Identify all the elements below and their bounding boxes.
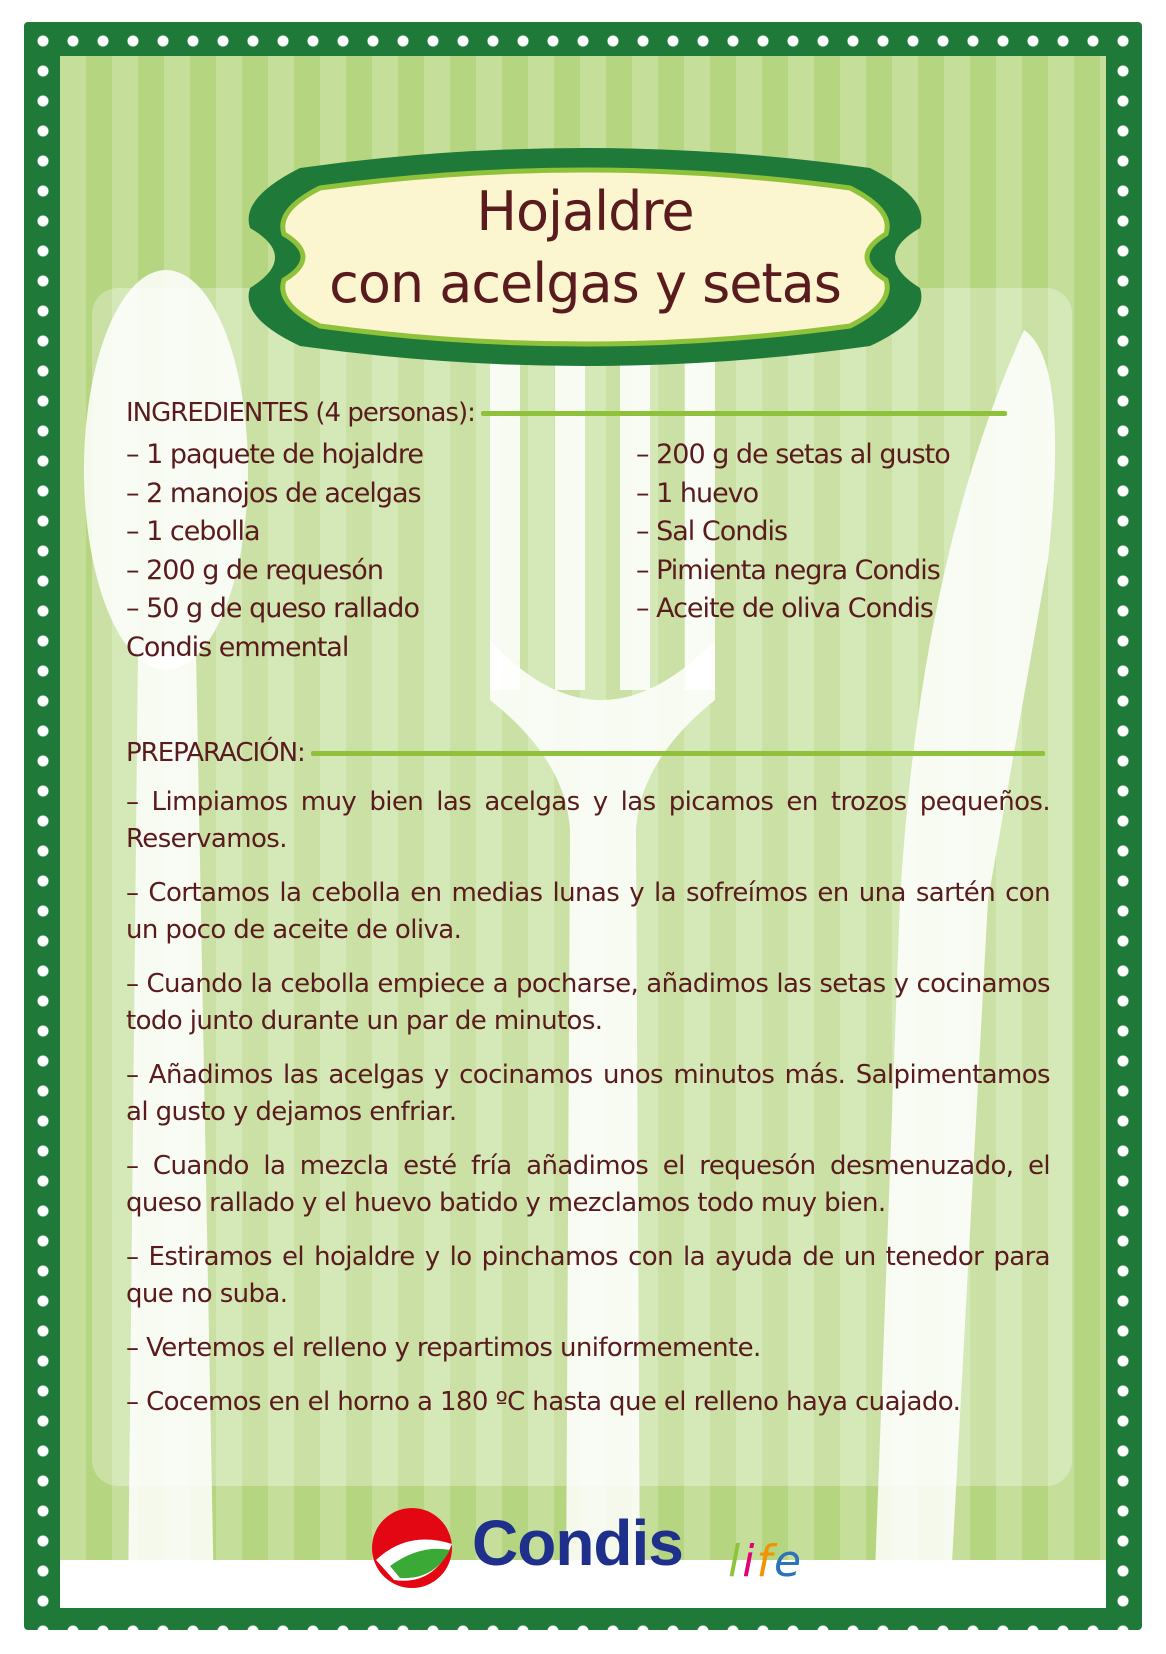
step-item: – Añadimos las acelgas y cocinamos unos minutos más. Salpimentamos al gusto y dejamos enfriar. [126, 1060, 1050, 1127]
list-item: – 200 g de setas al gusto [636, 439, 950, 470]
ingredients-heading: INGREDIENTES (4 personas): [126, 398, 475, 428]
list-item: – Sal Condis [636, 516, 788, 547]
step-item: – Cuando la mezcla esté fría añadimos el requesón desmenuzado, el queso rallado y el huevo batido y mezclamos todo muy bien. [126, 1151, 1050, 1218]
title-line-2: con acelgas y setas [329, 252, 841, 315]
ingredients-heading-row [126, 398, 1007, 428]
list-item: – 1 cebolla [126, 516, 260, 547]
preparation-heading: PREPARACIÓN: [126, 738, 305, 768]
list-item: – 1 huevo [636, 477, 759, 509]
list-item: – 200 g de requesón [126, 554, 383, 586]
preparation-heading-row [126, 738, 1045, 768]
ingredients-left-list [126, 436, 423, 667]
brand-name: Condis [472, 1507, 683, 1579]
list-item: – 50 g de queso rallado [126, 593, 419, 624]
brand-sub-letter: f [756, 1536, 774, 1587]
step-item: – Cortamos la cebolla en medias lunas y la sofreímos en una sartén con un poco de aceite de oliva. [126, 878, 1050, 945]
recipe-title [230, 176, 940, 320]
ingredients-rule [481, 411, 1007, 416]
list-item: – 1 paquete de hojaldre [126, 439, 423, 470]
title-line-1: Hojaldre [476, 180, 694, 243]
brand-subtitle [728, 1536, 803, 1587]
step-item: – Cocemos en el horno a 180 ºC hasta que el relleno haya cuajado. [126, 1387, 961, 1417]
list-item: Condis emmental [126, 631, 349, 663]
brand-sub-letter: e [773, 1536, 804, 1587]
preparation-steps [126, 784, 1050, 1438]
preparation-rule [311, 751, 1045, 756]
list-item: – Pimienta negra Condis [636, 554, 940, 586]
brand-sub-letter: i [742, 1536, 757, 1587]
ingredients-right-list [636, 436, 950, 629]
list-item: – 2 manojos de acelgas [126, 477, 421, 509]
step-item: – Limpiamos muy bien las acelgas y las picamos en trozos pequeños. Reservamos. [126, 787, 1050, 854]
step-item: – Cuando la cebolla empiece a pocharse, añadimos las setas y cocinamos todo junto durante un par de minutos. [126, 969, 1050, 1036]
step-item: – Vertemos el relleno y repartimos uniformemente. [126, 1333, 761, 1363]
list-item: – Aceite de oliva Condis [636, 593, 933, 624]
step-item: – Estiramos el hojaldre y lo pinchamos con la ayuda de un tenedor para que no suba. [126, 1242, 1050, 1309]
brand-sub-letter: l [728, 1536, 743, 1587]
